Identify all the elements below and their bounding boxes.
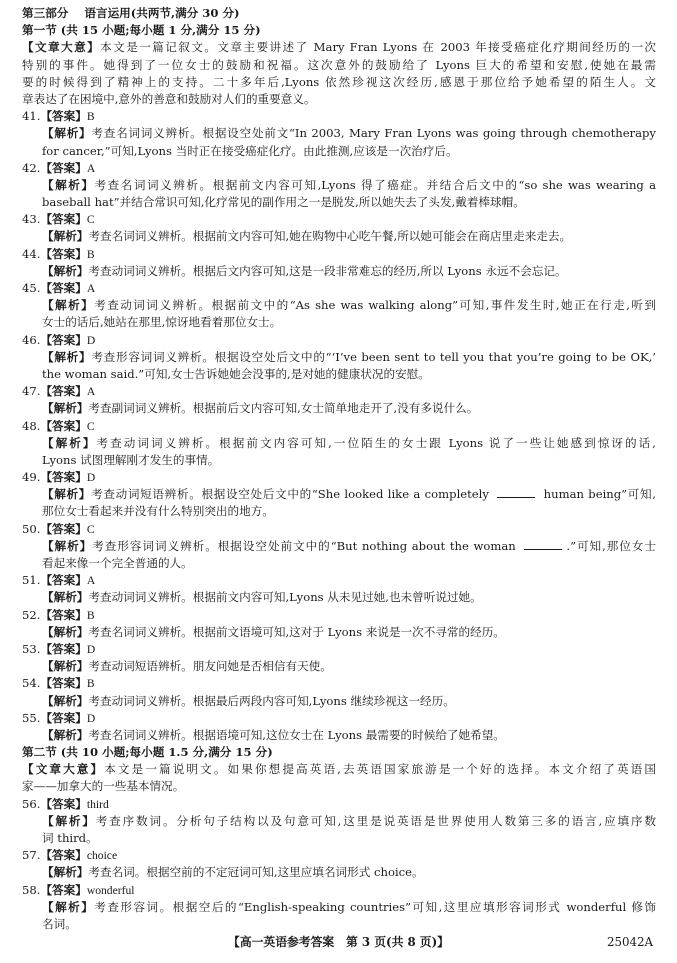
question-number: 46. xyxy=(22,332,41,347)
page-content xyxy=(22,5,656,933)
summary-text: 本文是一篇记叙文。文章主要讲述了 Mary Fran Lyons 在 2003 年接受癌症化疗期间经历的一次 xyxy=(100,40,656,55)
answer-line xyxy=(22,383,656,400)
analysis-tag: 【解析】 xyxy=(42,177,95,192)
analysis-line xyxy=(22,916,656,933)
analysis-line xyxy=(22,830,656,847)
answer-item xyxy=(22,160,656,212)
footer-exam-code: 25042A xyxy=(606,935,653,949)
section2-summary xyxy=(22,761,656,795)
answer-tag: 【答案】 xyxy=(40,332,87,347)
summary-text: 本文是一篇说明文。如果你想提高英语,去英语国家旅游是一个好的选择。本文介绍了英语国 xyxy=(104,762,656,777)
answer-item xyxy=(22,675,656,709)
answer-tag: 【答案】 xyxy=(40,607,87,622)
answer-item xyxy=(22,108,656,160)
analysis-line xyxy=(22,194,656,211)
answer-value: A xyxy=(86,282,96,295)
answer-value: wonderful xyxy=(86,883,135,897)
question-number: 45. xyxy=(22,281,41,295)
answer-line xyxy=(22,675,656,692)
answer-value: B xyxy=(86,677,95,691)
summary-tag: 【文章大意】 xyxy=(22,762,105,777)
answer-line xyxy=(22,710,656,727)
analysis-tag: 【解析】 xyxy=(42,813,96,828)
analysis-text: the woman said.”可知,女士告诉她她会没事的,是对她的健康状况的安慰。 xyxy=(42,366,430,381)
footer-page-info: 【高一英语参考答案 第 3 页(共 8 页)】 xyxy=(228,935,449,949)
analysis-line xyxy=(22,538,656,555)
answer-item xyxy=(22,521,656,573)
section2-title: 第二节 xyxy=(22,745,57,760)
analysis-text: baseball hat”并结合常识可知,化疗常见的副作用之一是脱发,所以她失去了头发,戴着棒球帽。 xyxy=(42,195,525,210)
summary-line xyxy=(22,761,656,778)
analysis-tag: 【解析】 xyxy=(42,435,97,450)
answer-line xyxy=(22,108,656,125)
analysis-text: 女士的话后,她站在那里,惊讶地看着那位女士。 xyxy=(42,315,282,330)
analysis-line xyxy=(22,125,656,142)
summary-text: 特别的事件。她得到了一位女士的鼓励和祝福。这次意外的鼓励给了 Lyons 巨大的希望和安慰,使她在最需 xyxy=(22,57,656,72)
section2-meta: (共 10 小题;每小题 1.5 分,满分 15 分) xyxy=(60,745,273,760)
analysis-text: .”可知,那位女士 xyxy=(566,538,656,553)
answer-line xyxy=(22,796,656,813)
analysis-text: 考查动词词义辨析。根据后文内容可知,这是一段非常难忘的经历,所以 Lyons 永远不会忘记。 xyxy=(88,263,567,278)
analysis-line xyxy=(22,177,656,194)
analysis-line xyxy=(22,899,656,916)
answer-tag: 【答案】 xyxy=(40,521,87,536)
answer-tag: 【答案】 xyxy=(40,109,87,124)
question-number: 48. xyxy=(22,418,41,433)
analysis-text: 考查名词词义辨析。根据设空处前文“In 2003, Mary Fran Lyons was going through chemotherapy xyxy=(91,126,656,141)
analysis-text: 考查形容词词义辨析。根据设空处后文中的“‘I’ve been sent to tell you that you’re going to be OK,’ xyxy=(91,349,656,364)
analysis-text: 考查动词短语辨析。根据设空处后文中的“She looked like a completely xyxy=(91,487,494,502)
analysis-line xyxy=(22,297,656,314)
answer-tag: 【答案】 xyxy=(40,676,87,691)
analysis-text: human being”可知, xyxy=(539,487,656,502)
analysis-line xyxy=(22,314,656,331)
answer-value: D xyxy=(86,711,96,725)
answer-value: D xyxy=(86,471,96,485)
analysis-tag: 【解析】 xyxy=(42,298,95,313)
analysis-tag: 【解析】 xyxy=(42,624,89,639)
answer-line xyxy=(22,882,656,899)
question-number: 53. xyxy=(22,641,41,656)
analysis-tag: 【解析】 xyxy=(42,865,89,880)
analysis-tag: 【解析】 xyxy=(42,727,89,742)
answer-tag: 【答案】 xyxy=(40,160,87,175)
part-heading xyxy=(22,5,656,22)
analysis-text: 考查名词词义辨析。根据前文内容可知,Lyons 得了癌症。并结合后文中的“so she was wearing a xyxy=(94,177,656,192)
analysis-line xyxy=(22,452,656,469)
answer-item xyxy=(22,641,656,675)
answer-value: third xyxy=(86,797,109,811)
answer-item xyxy=(22,211,656,245)
answer-item xyxy=(22,332,656,384)
answer-tag: 【答案】 xyxy=(40,641,87,656)
answer-value: A xyxy=(86,161,96,175)
analysis-text: 考查动词词义辨析。根据前文内容可知,Lyons 从未见过她,也未曾听说过她。 xyxy=(88,590,482,605)
blank-gap xyxy=(497,487,535,498)
summary-text: 章表达了在困境中,意外的善意和鼓励对人们的重要意义。 xyxy=(22,91,316,106)
answer-tag: 【答案】 xyxy=(40,573,87,588)
answer-item xyxy=(22,246,656,280)
answer-line xyxy=(22,607,656,624)
analysis-text: 考查名词词义辨析。根据前文语境可知,这对于 Lyons 来说是一次不寻常的经历。 xyxy=(88,624,505,639)
question-number: 51. xyxy=(22,573,41,588)
question-number: 47. xyxy=(22,384,41,399)
analysis-line xyxy=(22,727,656,744)
summary-line xyxy=(22,778,656,795)
analysis-tag: 【解析】 xyxy=(42,263,89,278)
analysis-text: 考查名词词义辨析。根据语境可知,这位女士在 Lyons 最需要的时候给了她希望。 xyxy=(88,727,505,742)
analysis-text: 考查动词词义辨析。根据最后两段内容可知,Lyons 继续珍视这一经历。 xyxy=(88,693,455,708)
answer-tag: 【答案】 xyxy=(40,384,87,399)
analysis-tag: 【解析】 xyxy=(42,487,92,502)
question-number: 55. xyxy=(22,710,41,725)
question-number: 42. xyxy=(22,160,41,175)
answer-value: D xyxy=(86,333,96,347)
answer-line xyxy=(22,469,656,486)
answer-tag: 【答案】 xyxy=(40,848,87,863)
answer-line xyxy=(22,160,656,177)
analysis-text: 考查形容词词义辨析。根据设空处前文中的“But nothing about the woman xyxy=(92,538,521,553)
section1-heading xyxy=(22,22,656,39)
analysis-line xyxy=(22,349,656,366)
analysis-text: for cancer,”可知,Lyons 当时正在接受癌症化疗。由此推测,应该是一次治疗后。 xyxy=(42,143,458,158)
answer-tag: 【答案】 xyxy=(40,882,87,897)
question-number: 57. xyxy=(22,848,41,863)
answer-tag: 【答案】 xyxy=(40,246,87,261)
answer-tag: 【答案】 xyxy=(40,796,87,811)
section1-meta: (共 15 小题;每小题 1 分,满分 15 分) xyxy=(60,23,261,38)
question-number: 54. xyxy=(22,676,41,691)
answer-tag: 【答案】 xyxy=(40,418,87,433)
analysis-text: 考查动词词义辨析。根据前文内容可知,一位陌生的女士跟 Lyons 说了一些让她感到惊讶的话, xyxy=(96,435,656,450)
answer-value: D xyxy=(86,642,96,656)
analysis-line xyxy=(22,228,656,245)
analysis-text: 词 third。 xyxy=(42,831,98,845)
section2-answers xyxy=(22,796,656,934)
question-number: 49. xyxy=(22,470,41,485)
answer-value: C xyxy=(86,419,95,433)
analysis-line xyxy=(22,503,656,520)
answer-item xyxy=(22,469,656,521)
answer-value: A xyxy=(86,385,96,399)
answer-value: B xyxy=(86,110,95,124)
page-footer xyxy=(0,934,677,952)
answer-tag: 【答案】 xyxy=(40,212,87,227)
section1-answers xyxy=(22,108,656,744)
answer-value: B xyxy=(86,247,95,261)
answer-line xyxy=(22,572,656,589)
analysis-tag: 【解析】 xyxy=(42,693,89,708)
analysis-line xyxy=(22,658,656,675)
analysis-text: 考查名词。根据空前的不定冠词可知,这里应填名词形式 choice。 xyxy=(88,865,424,880)
blank-gap xyxy=(524,539,562,550)
summary-text: 要的时候得到了精神上的支持。二十多年后,Lyons 依然珍视这次经历,感恩于那位给予她希望的陌生人。文 xyxy=(22,74,656,89)
section1-summary xyxy=(22,39,656,108)
answer-tag: 【答案】 xyxy=(40,710,87,725)
analysis-line xyxy=(22,486,656,503)
answer-tag: 【答案】 xyxy=(40,470,87,485)
answer-line xyxy=(22,418,656,435)
answer-item xyxy=(22,882,656,934)
analysis-tag: 【解析】 xyxy=(42,401,89,416)
analysis-text: 考查名词词义辨析。根据前文内容可知,她在购物中心吃午餐,所以她可能会在商店里走来走去。 xyxy=(88,229,572,244)
summary-tag: 【文章大意】 xyxy=(22,40,101,55)
question-number: 50. xyxy=(22,521,41,536)
analysis-line xyxy=(22,555,656,572)
summary-line xyxy=(22,57,656,74)
answer-line xyxy=(22,211,656,228)
question-number: 56. xyxy=(22,796,41,811)
section1-title: 第一节 xyxy=(22,23,57,38)
question-number: 44. xyxy=(22,246,41,261)
answer-item xyxy=(22,418,656,470)
analysis-text: 名词。 xyxy=(42,916,77,931)
summary-line xyxy=(22,74,656,91)
analysis-tag: 【解析】 xyxy=(42,349,92,364)
answer-item xyxy=(22,796,656,848)
answer-item xyxy=(22,383,656,417)
analysis-line xyxy=(22,624,656,641)
analysis-text: 考查动词短语辨析。朋友问她是否相信有天使。 xyxy=(88,659,332,674)
answer-item xyxy=(22,607,656,641)
question-number: 58. xyxy=(22,882,41,897)
analysis-text: 考查形容词。根据空后的“English-speaking countries”可知,这里应填形容词形式 wonderful 修饰 xyxy=(94,899,656,914)
answer-item xyxy=(22,847,656,881)
analysis-line xyxy=(22,435,656,452)
answer-value: choice xyxy=(86,849,118,863)
answer-value: C xyxy=(86,522,95,536)
answer-line xyxy=(22,641,656,658)
analysis-text: Lyons 试图理解刚才发生的事情。 xyxy=(42,452,220,467)
analysis-line xyxy=(22,693,656,710)
analysis-tag: 【解析】 xyxy=(42,126,92,141)
analysis-line xyxy=(22,864,656,881)
analysis-text: 考查序数词。分析句子结构以及句意可知,这里是说英语是世界使用人数第三多的语言,应填序数 xyxy=(95,813,656,828)
analysis-tag: 【解析】 xyxy=(42,899,95,914)
question-number: 43. xyxy=(22,212,41,227)
analysis-line xyxy=(22,400,656,417)
answer-value: A xyxy=(86,574,96,588)
answer-item xyxy=(22,710,656,744)
answer-tag: 【答案】 xyxy=(40,281,87,295)
answer-line xyxy=(22,332,656,349)
answer-line xyxy=(22,521,656,538)
analysis-tag: 【解析】 xyxy=(42,229,89,244)
part-title: 第三部分 xyxy=(22,6,69,20)
answer-value: B xyxy=(86,608,95,622)
analysis-tag: 【解析】 xyxy=(42,538,93,553)
question-number: 52. xyxy=(22,607,41,622)
part-subtitle: 语言运用(共两节,满分 30 分) xyxy=(84,6,240,20)
section2-heading xyxy=(22,744,656,761)
analysis-text: 那位女士看起来并没有什么特别突出的地方。 xyxy=(42,504,274,519)
answer-line xyxy=(22,246,656,263)
question-number: 41. xyxy=(22,109,41,124)
analysis-line xyxy=(22,263,656,280)
analysis-tag: 【解析】 xyxy=(42,659,89,674)
summary-text: 家——加拿大的一些基本情况。 xyxy=(22,779,185,794)
analysis-text: 看起来像一个完全普通的人。 xyxy=(42,556,193,570)
answer-value: C xyxy=(86,213,95,227)
answer-line xyxy=(22,280,656,297)
analysis-tag: 【解析】 xyxy=(42,590,89,605)
analysis-text: 考查动词词义辨析。根据前文中的“As she was walking along”可知,事件发生时,她正在行走,听到 xyxy=(94,298,656,313)
summary-line xyxy=(22,91,656,108)
analysis-line xyxy=(22,813,656,830)
answer-item xyxy=(22,572,656,606)
analysis-text: 考查副词词义辨析。根据前后文内容可知,女士简单地走开了,没有多说什么。 xyxy=(88,401,479,416)
analysis-line xyxy=(22,143,656,160)
answer-item xyxy=(22,280,656,332)
analysis-line xyxy=(22,589,656,606)
answer-line xyxy=(22,847,656,864)
analysis-line xyxy=(22,366,656,383)
summary-line xyxy=(22,39,656,56)
